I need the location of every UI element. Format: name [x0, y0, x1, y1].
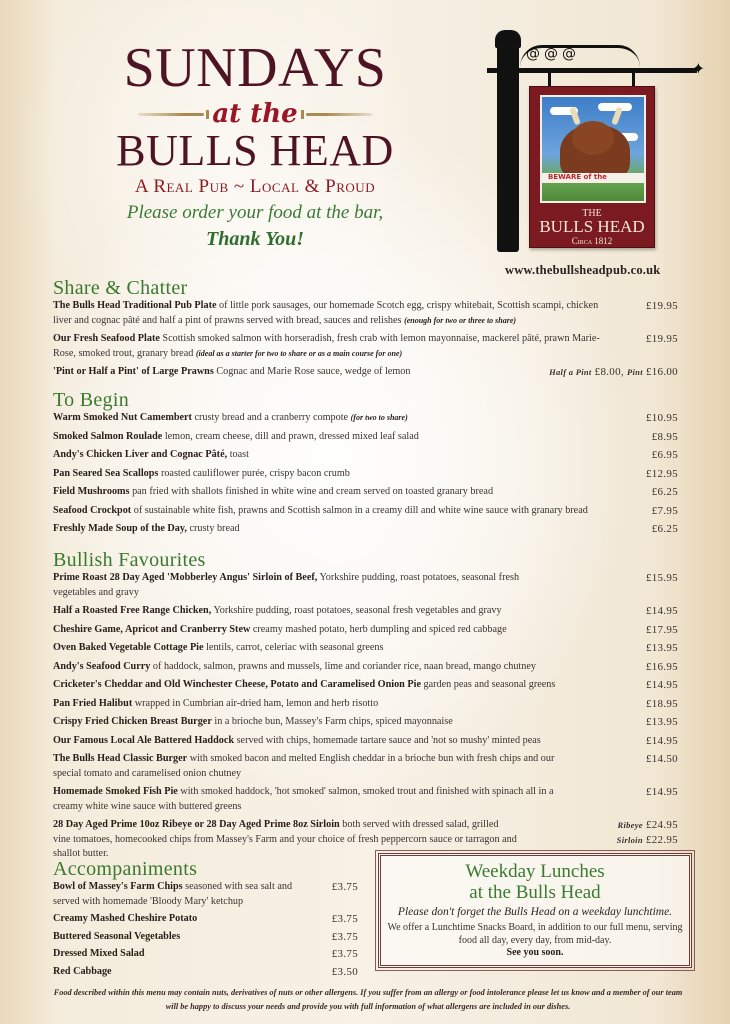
menu-item: Seafood Crockpot of sustainable white fish, prawns and Scottish salmon in a creamy dill and white wine sauce with granary bread £7.95 [53, 504, 678, 517]
item-price: £6.25 [651, 523, 678, 535]
left-ornament-rule [138, 113, 204, 116]
item-price: £7.95 [651, 504, 678, 517]
item-price-sirloin: Sirloin £22.95 [616, 833, 678, 846]
item-price: £14.95 [645, 605, 678, 617]
menu-item: Smoked Salmon Roulade lemon, cream cheese, dill and prawn, dressed mixed leaf salad £8.95 [53, 430, 678, 443]
item-price: £6.95 [651, 449, 678, 461]
at-the-text: at the [212, 99, 298, 129]
item-price: Half a Pint £8.00, Pint £16.00 [549, 366, 678, 378]
item-price: £12.95 [645, 467, 678, 480]
menu-item: Dressed Mixed Salad £3.75 [53, 948, 358, 960]
item-price: £18.95 [645, 697, 678, 710]
item-price: £19.95 [645, 333, 678, 345]
weekday-lead: Please don't forget the Bulls Head on a weekday lunchtime. [397, 906, 673, 918]
menu-item: Cricketer's Cheddar and Old Winchester Cheese, Potato and Caramelised Onion Pie garden peas and seasonal greens £14.95 [53, 679, 678, 691]
menu-item: Half a Roasted Free Range Chicken, Yorkshire pudding, roast potatoes, seasonal fresh vegetables and gravy £14.95 [53, 605, 678, 617]
weekday-title: Weekday Lunches at the Bulls Head [465, 861, 605, 903]
menu-item: Red Cabbage £3.50 [53, 965, 358, 978]
item-price: £13.95 [645, 716, 678, 728]
item-name: 'Pint or Half a Pint' of Large Prawns [53, 366, 214, 377]
item-price: £19.95 [645, 300, 678, 312]
item-price: £3.50 [331, 965, 358, 978]
item-price: £3.75 [331, 930, 358, 943]
item-price: £15.95 [645, 572, 678, 584]
menu-item: Pan Fried Halibut wrapped in Cumbrian air-dried ham, lemon and herb risotto £18.95 [53, 697, 678, 710]
item-price: £8.95 [651, 430, 678, 443]
item-price: £3.75 [331, 948, 358, 960]
menu-item: Buttered Seasonal Vegetables £3.75 [53, 930, 358, 943]
item-price: £6.25 [651, 486, 678, 498]
item-price: £3.75 [331, 913, 358, 925]
menu-item: Andy's Chicken Liver and Cognac Pâté, toast £6.95 [53, 449, 678, 461]
sign-the: THE [582, 208, 602, 219]
menu-item [53, 299, 678, 328]
menu-item: Our Famous Local Ale Battered Haddock served with chips, homemade tartare sauce and 'not so mushy' minted peas £14.95 [53, 734, 678, 747]
thank-you: Thank You! [205, 228, 304, 250]
sign-board [529, 86, 655, 248]
section-title: Share & Chatter [53, 277, 188, 299]
weekday-body: We offer a Lunchtime Snacks Board, in addition to our full menu, serving food all day, every day, from mid-day. [387, 922, 683, 946]
item-price-ribeye: Ribeye £24.95 [617, 819, 678, 831]
section-share-chatter [53, 277, 678, 380]
item-name: Our Fresh Seafood Plate [53, 333, 160, 344]
menu-item: Cheshire Game, Apricot and Cranberry Stew creamy mashed potato, herb dumpling and spiced red cabbage £17.95 [53, 623, 678, 636]
menu-item: Oven Baked Vegetable Cottage Pie lentils, carrot, celeriac with seasonal greens £13.95 [53, 642, 678, 654]
menu-item: Homemade Smoked Fish Pie with smoked haddock, 'hot smoked' salmon, smoked trout and finished with spinach all in a creamy white wine sauce with buttered greens £14.95 [53, 786, 678, 812]
menu-item: Field Mushrooms pan fried with shallots finished in white wine and cream served on toasted granary bread £6.25 [53, 486, 678, 498]
menu-item: Prime Roast 28 Day Aged 'Mobberley Angus' Sirloin of Beef, Yorkshire pudding, roast potatoes, seasonal fresh vegetables and gravy £15.95 [53, 572, 678, 598]
item-price: £14.95 [645, 786, 678, 798]
item-price: £17.95 [645, 623, 678, 636]
item-price: £13.95 [645, 642, 678, 654]
menu-item: The Bulls Head Classic Burger with smoked bacon and melted English cheddar in a brioche bun with fresh chips and our special tomato and caramelised onion chutney £14.50 [53, 753, 678, 779]
section-to-begin [53, 389, 678, 537]
title-at-the [135, 99, 375, 129]
menu-item: Crispy Fried Chicken Breast Burger in a brioche bun, Massey's Farm chips, spiced mayonnaise £13.95 [53, 716, 678, 728]
sign-name: BULLS HEAD [539, 217, 645, 236]
sign-circa: Circa 1812 [571, 236, 613, 246]
menu-item [53, 332, 678, 361]
item-note: (enough for two or three to share) [404, 315, 517, 325]
menu-item [53, 365, 678, 380]
item-desc: of little pork sausages, our homemade Scotch egg, crispy whitebait, Scottish scampi, chicken liver and cognac pâté and half a pint of prawns served with bread, sauces and relishes [53, 300, 599, 326]
section-accompaniments [53, 858, 358, 979]
section-title: To Begin [53, 389, 129, 411]
item-price: £3.75 [331, 881, 358, 893]
item-note: (ideal as a starter for two to share or as a main course for one) [195, 348, 403, 358]
item-desc: Cognac and Marie Rose sauce, wedge of lemon [213, 366, 411, 377]
item-price: £14.95 [645, 734, 678, 747]
menu-item: Creamy Mashed Cheshire Potato £3.75 [53, 913, 358, 925]
section-title: Accompaniments [53, 858, 198, 880]
menu-item: Andy's Seafood Curry of haddock, salmon, prawns and mussels, lime and coriander rice, naan bread, mango chutney £16.95 [53, 660, 678, 673]
website-link[interactable]: www.thebullsheadpub.co.uk [505, 263, 661, 277]
allergen-notice: Food described within this menu may contain nuts, derivatives of nuts or other allergens. If you suffer from an allergy or food intolerance please let us know and a member of our team will be happy to discuss your needs and provide you with full information of what allergens are included in our dishes. [53, 988, 683, 1011]
weekday-lunches-box [378, 853, 692, 968]
item-price: £10.95 [645, 412, 678, 424]
item-price: £14.95 [645, 679, 678, 691]
title-sundays: SUNDAYS [123, 37, 387, 99]
section-title: Bullish Favourites [53, 549, 206, 571]
title-bulls-head: BULLS HEAD [116, 126, 394, 175]
menu-item: 28 Day Aged Prime 10oz Ribeye or 28 Day Aged Prime 8oz Sirloin both served with dressed salad, grilled vine tomatoes, homecooked chips from Massey's Farm and your choice of fresh peppercorn sauce or tarragon and shallot butter. Ribeye £24.95 Sirloin £22.95 [53, 819, 678, 859]
bull-illustration [540, 95, 646, 203]
sign-chain-icon [632, 73, 635, 87]
menu-item: Bowl of Massey's Farm Chips seasoned with sea salt and served with homemade 'Bloody Mary' ketchup £3.75 [53, 881, 358, 907]
sign-scrollwork-icon [520, 45, 640, 67]
right-ornament-rule [306, 113, 372, 116]
menu-item: Pan Seared Sea Scallops roasted cauliflower purée, crispy bacon crumb £12.95 [53, 467, 678, 480]
tagline: A Real Pub ~ Local & Proud [134, 176, 376, 197]
section-bullish-favourites [53, 549, 678, 862]
weekday-closing: See you soon. [506, 947, 564, 958]
sign-chain-icon [548, 73, 551, 87]
item-desc: Scottish smoked salmon with horseradish, fresh crab with lemon mayonnaise, mackerel pâté, prawn Marie-Rose, smoked trout, granary bread [53, 333, 600, 359]
item-price: £14.50 [645, 753, 678, 765]
item-name: The Bulls Head Traditional Pub Plate [53, 300, 217, 311]
fence-text: BEWARE of the [548, 173, 607, 181]
item-price: £16.95 [645, 660, 678, 673]
bull-head-icon [572, 121, 614, 155]
sign-bracket-icon [487, 68, 697, 73]
bull-horn-icon [569, 107, 581, 126]
menu-item: Warm Smoked Nut Camembert crusty bread and a cranberry compote (for two to share) £10.95 [53, 412, 678, 424]
order-note: Please order your food at the bar, [126, 202, 384, 223]
menu-item: Freshly Made Soup of the Day, crusty bread £6.25 [53, 523, 678, 535]
